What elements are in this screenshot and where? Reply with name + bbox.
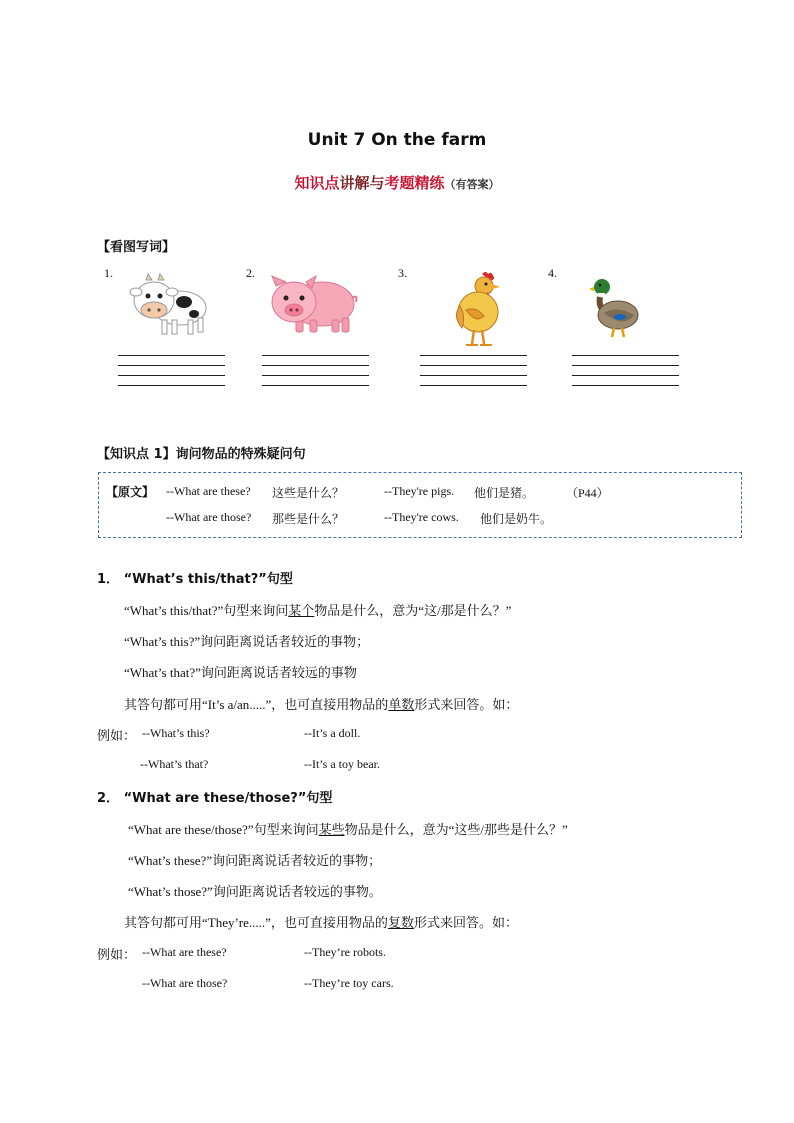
text: 其答句都可用“It’s a/an.....”，也可直接用物品的: [124, 697, 389, 712]
box-answer-1-cn: 他们是猪。: [474, 486, 535, 500]
box-question-2: --What are those?: [166, 510, 252, 524]
box-question-2-cn: 那些是什么？: [272, 512, 345, 526]
underlined-text: 单数: [388, 697, 415, 712]
point-1-line-4: [124, 694, 518, 713]
underlined-text: 复数: [387, 915, 414, 930]
item-number: 2.: [246, 266, 255, 280]
point-2-line-4: [124, 912, 518, 931]
pig-icon: [266, 274, 360, 336]
text: “What’s this/that?”句型来询问: [124, 603, 289, 618]
example-label: 例如：: [97, 728, 137, 743]
example-label: 例如：: [97, 947, 137, 962]
page-title: Unit 7 On the farm: [307, 130, 487, 150]
example-question: --What are these?: [142, 945, 227, 959]
point-2-heading: 2． “What are these/those?”句型: [97, 791, 333, 806]
answer-lines: [118, 355, 225, 389]
text: 物品是什么，意为“这些/那些是什么？”: [344, 822, 568, 837]
point-1-line-2: “What’s this?”询问距离说话者较近的事物；: [124, 634, 370, 649]
subtitle-part3: 考题精练: [384, 174, 445, 192]
point-2-line-2: “What’s these?”询问距离说话者较近的事物；: [128, 853, 382, 868]
answer-lines: [262, 355, 369, 389]
example-answer: --It’s a doll.: [304, 726, 361, 740]
underlined-text: 某个: [288, 603, 315, 618]
point-1-heading: 1． “What’s this/that?”句型: [97, 572, 293, 587]
box-answer-1: --They're pigs.: [384, 484, 455, 498]
subtitle-part1: 知识点: [294, 174, 340, 192]
item-number: 1.: [104, 266, 113, 280]
point-1-line-3: “What’s that?”询问距离说话者较远的事物: [124, 665, 357, 680]
box-label: 【原文】: [106, 485, 155, 499]
example-answer: --They’re toy cars.: [304, 976, 394, 990]
chicken-icon: [452, 270, 504, 348]
text: 形式来回答。如：: [413, 915, 518, 930]
subtitle-part2: 讲解与: [339, 174, 385, 192]
box-answer-2: --They're cows.: [384, 510, 459, 524]
original-text-box: [98, 472, 742, 538]
box-answer-2-cn: 他们是奶牛。: [480, 512, 553, 526]
answer-lines: [572, 355, 679, 389]
text: 其答句都可用“They’re.....”，也可直接用物品的: [124, 915, 388, 930]
page-subtitle: [0, 172, 794, 193]
example-question: --What’s this?: [142, 726, 210, 740]
example-answer: --It’s a toy bear.: [304, 757, 380, 771]
example-question: --What’s that?: [140, 757, 209, 771]
example-answer: --They’re robots.: [304, 945, 386, 959]
item-number: 3.: [398, 266, 407, 280]
point-2-line-3: “What’s those?”询问距离说话者较远的事物。: [128, 884, 382, 899]
subtitle-note: （有答案）: [444, 178, 500, 191]
cow-icon: [128, 272, 212, 338]
answer-lines: [420, 355, 527, 389]
point-2-line-1: [128, 819, 568, 838]
text: “What are these/those?”句型来询问: [128, 822, 319, 837]
picture-section-heading: 【看图写词】: [97, 240, 176, 255]
knowledge-point-heading: 【知识点 1】询问物品的特殊疑问句: [97, 447, 306, 462]
underlined-text: 某些: [318, 822, 345, 837]
box-question-1: --What are these?: [166, 484, 251, 498]
duck-icon: [590, 275, 642, 339]
item-number: 4.: [548, 266, 557, 280]
text: 形式来回答。如：: [414, 697, 519, 712]
box-page-ref: （P44）: [566, 486, 609, 500]
example-question: --What are those?: [142, 976, 228, 990]
point-1-line-1: [124, 600, 511, 619]
text: 物品是什么，意为“这/那是什么？”: [314, 603, 512, 618]
box-question-1-cn: 这些是什么？: [272, 486, 345, 500]
